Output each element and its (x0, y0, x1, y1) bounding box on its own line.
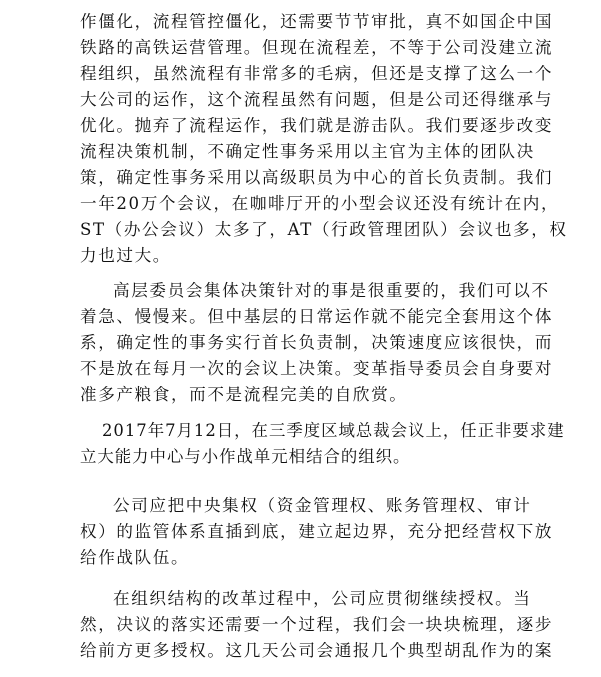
text-line: 系，确定性的事务实行首长负责制，决策速度应该很快，而 (80, 333, 554, 352)
text-line: ST（办公会议）太多了，AT（行政管理团队）会议也多，权 (80, 220, 568, 239)
text-line: 铁路的高铁运营管理。但现在流程差，不等于公司没建立流 (80, 38, 554, 57)
text-line: 权）的监管体系直插到底，建立起边界，充分把经营权下放 (80, 522, 554, 541)
paragraph-central-authority (80, 493, 554, 571)
text-line: 给前方更多授权。这几天公司会通报几个典型胡乱作为的案 (80, 641, 554, 660)
text-line: 着急、慢慢来。但中基层的日常运作就不能完全套用这个体 (80, 307, 554, 326)
text-line: 然，决议的落实还需要一个过程，我们会一块块梳理，逐步 (80, 615, 554, 634)
text-line: 大公司的运作，这个流程虽然有问题，但是公司还得继承与 (80, 90, 554, 109)
text-line: 在组织结构的改革过程中，公司应贯彻继续授权。当 (113, 589, 532, 608)
text-line: 力也过大。 (80, 246, 171, 265)
text-line: 作僵化，流程管控僵化，还需要节节审批，真不如国企中国 (80, 12, 554, 31)
text-line: 不是放在每月一次的会议上决策。变革指导委员会自身要对 (80, 359, 554, 378)
text-line: 高层委员会集体决策针对的事是很重要的，我们可以不 (113, 281, 550, 300)
text-line: 2017年7月12日，在三季度区域总裁会议上，任正非要求建 (102, 421, 565, 440)
text-line: 立大能力中心与小作战单元相结合的组织。 (80, 447, 411, 466)
paragraph-delegation (80, 586, 554, 664)
text-line: 优化。抛弃了流程运作，我们就是游击队。我们要逐步改变 (80, 116, 554, 135)
paragraph-process-reform (80, 9, 568, 269)
text-line: 给作战队伍。 (80, 548, 190, 567)
text-line: 策，确定性事务采用以高级职员为中心的首长负责制。我们 (80, 168, 554, 187)
paragraph-meeting-date (80, 418, 565, 470)
text-line: 流程决策机制，不确定性事务采用以主官为主体的团队决 (80, 142, 535, 161)
text-line: 一年20万个会议，在咖啡厅开的小型会议还没有统计在内， (80, 194, 560, 213)
paragraph-committee-decisions (80, 278, 554, 408)
text-line: 公司应把中央集权（资金管理权、账务管理权、审计 (113, 496, 532, 515)
text-line: 程组织，虽然流程有非常多的毛病，但还是支撑了这么一个 (80, 64, 554, 83)
text-line: 准多产粮食，而不是流程完美的自欣赏。 (80, 385, 408, 404)
